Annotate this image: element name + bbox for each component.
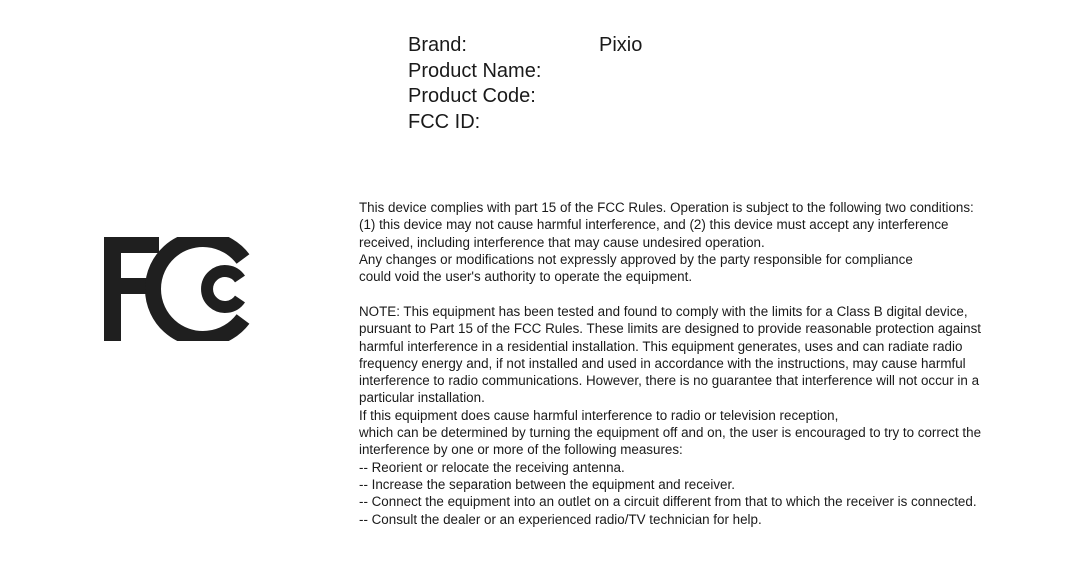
statement-line: could void the user's authority to operate the equipment. [359, 269, 693, 285]
statement-line: -- Consult the dealer or an experienced radio/TV technician for help. [359, 511, 762, 527]
statement-line: NOTE: This equipment has been tested and found to comply with the limits for a Class B digital device, [359, 303, 968, 319]
brand-label: Brand: [408, 34, 467, 56]
statement-line: interference by one or more of the following measures: [359, 442, 683, 458]
fcc-id-label: FCC ID: [408, 110, 481, 133]
compliance-paragraph-1 [359, 199, 981, 285]
fcc-compliance-statement [359, 199, 981, 528]
product-code-label: Product Code: [408, 85, 536, 107]
statement-line: -- Increase the separation between the equipment and receiver. [359, 476, 735, 492]
statement-line: -- Reorient or relocate the receiving antenna. [359, 459, 625, 475]
statement-line: (1) this device may not cause harmful interference, and (2) this device must accept any interference [359, 217, 949, 233]
statement-line: If this equipment does cause harmful interference to radio or television reception, [359, 407, 839, 423]
statement-line: which can be determined by turning the equipment off and on, the user is encouraged to try to correct the [359, 425, 982, 441]
brand-row [408, 33, 642, 59]
fcc-id-row [408, 110, 642, 136]
brand-value: Pixio [599, 34, 643, 56]
statement-line: particular installation. [359, 390, 485, 406]
statement-line: -- Connect the equipment into an outlet on a circuit different from that to which the receiver is connected. [359, 494, 977, 510]
statement-line: interference to radio communications. However, there is no guarantee that interference will not occur in a [359, 373, 980, 389]
compliance-paragraph-2 [359, 303, 981, 528]
product-name-label: Product Name: [408, 59, 542, 82]
product-code-row [408, 84, 642, 110]
statement-line: received, including interference that may cause undesired operation. [359, 234, 765, 250]
statement-line: This device complies with part 15 of the FCC Rules. Operation is subject to the following two conditions: [359, 200, 974, 215]
statement-line: frequency energy and, if not installed and used in accordance with the instructions, may cause harmful [359, 355, 966, 371]
statement-line: Any changes or modifications not expressly approved by the party responsible for compliance [359, 251, 913, 267]
paragraph-gap [359, 285, 981, 303]
product-name-row [408, 59, 642, 85]
statement-line: harmful interference in a residential installation. This equipment generates, uses and can radiate radio [359, 338, 963, 354]
fcc-logo-icon [104, 237, 250, 341]
statement-line: pursuant to Part 15 of the FCC Rules. These limits are designed to provide reasonable protection against [359, 321, 982, 337]
product-info-table [408, 33, 642, 135]
